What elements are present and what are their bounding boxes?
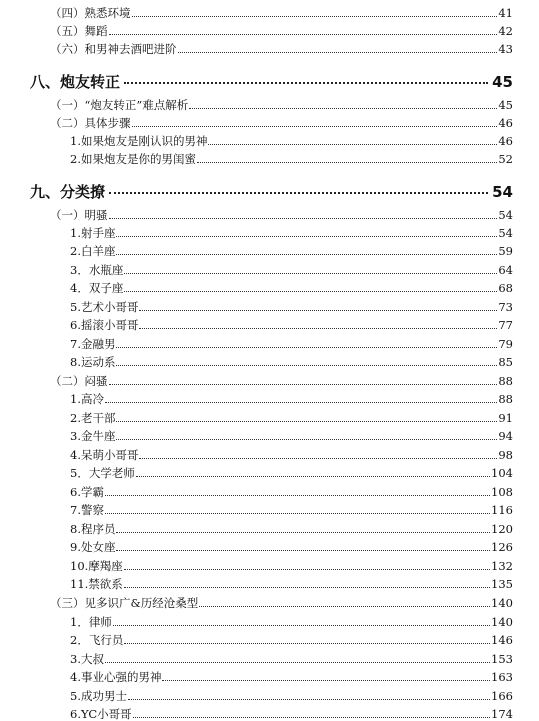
- dot-leader: [116, 254, 497, 255]
- toc-entry-title: （二）具体步骤: [50, 116, 131, 130]
- toc-entry[interactable]: [0, 573, 539, 591]
- toc-page-number: 88: [498, 374, 513, 388]
- toc-entry-title: 7.警察: [70, 503, 104, 517]
- toc-page-number: 68: [498, 281, 513, 295]
- toc-page-number: 98: [498, 448, 513, 462]
- toc-page-number: 108: [491, 485, 513, 499]
- toc-entry[interactable]: [0, 240, 539, 258]
- toc-entry[interactable]: [0, 407, 539, 425]
- toc-chapter-entry[interactable]: [0, 63, 539, 89]
- dot-leader: [116, 532, 490, 533]
- toc-page-number: 146: [491, 633, 513, 647]
- toc-page-number: 88: [498, 392, 513, 406]
- toc-entry-title: 4.呆萌小哥哥: [70, 448, 139, 462]
- toc-entry[interactable]: [0, 555, 539, 573]
- toc-entry[interactable]: [0, 296, 539, 314]
- dot-leader: [128, 699, 490, 700]
- toc-entry-title: 6.学霸: [70, 485, 104, 499]
- dot-leader: [109, 218, 498, 219]
- toc-entry-title: 1．律师: [70, 615, 112, 629]
- toc-page-number: 73: [498, 300, 513, 314]
- toc-page-number: 59: [498, 244, 513, 258]
- toc-entry[interactable]: [0, 314, 539, 332]
- toc-page-number: 116: [491, 503, 513, 517]
- toc-entry[interactable]: [0, 518, 539, 536]
- dot-leader: [124, 587, 490, 588]
- toc-entry-title: 11.禁欲系: [70, 577, 123, 591]
- toc-page-number: 166: [491, 689, 513, 703]
- toc-entry[interactable]: [0, 370, 539, 388]
- dot-leader: [139, 458, 497, 459]
- toc-entry[interactable]: [0, 611, 539, 629]
- toc-entry[interactable]: [0, 462, 539, 480]
- toc-entry-title: 8.程序员: [70, 522, 116, 536]
- toc-entry-title: （二）闷骚: [50, 374, 108, 388]
- toc-entry[interactable]: [0, 2, 539, 20]
- toc-page-number: 140: [491, 596, 513, 610]
- dot-leader: [124, 82, 488, 84]
- dot-leader: [124, 643, 490, 644]
- toc-entry-title: 3.大叔: [70, 652, 104, 666]
- toc-entry[interactable]: [0, 666, 539, 684]
- dot-leader: [132, 16, 498, 17]
- dot-leader: [124, 569, 490, 570]
- toc-entry[interactable]: [0, 499, 539, 517]
- toc-page-number: 52: [498, 152, 513, 166]
- toc-page-number: 54: [498, 208, 513, 222]
- toc-entry-title: 7.金融男: [70, 337, 116, 351]
- toc-page-number: 42: [498, 24, 513, 38]
- toc-page-number: 94: [498, 429, 513, 443]
- toc-entry-title: 4.事业心强的男神: [70, 670, 162, 684]
- toc-entry-title: （三）见多识广&历经沧桑型: [50, 596, 199, 610]
- dot-leader: [116, 550, 490, 551]
- toc-entry-title: （六）和男神去酒吧进阶: [50, 42, 177, 56]
- toc-entry[interactable]: [0, 130, 539, 148]
- toc-page-number: 46: [498, 134, 513, 148]
- toc-entry[interactable]: [0, 148, 539, 166]
- toc-entry-title: 1.高冷: [70, 392, 104, 406]
- toc-page-number: 132: [491, 559, 513, 573]
- dot-leader: [189, 108, 497, 109]
- toc-page-number: 41: [498, 6, 513, 20]
- toc-page-number: 64: [498, 263, 513, 277]
- dot-leader: [139, 310, 497, 311]
- dot-leader: [109, 192, 488, 194]
- toc-entry-title: 1.如果炮友是刚认识的男神: [70, 134, 208, 148]
- dot-leader: [109, 384, 498, 385]
- toc-entry-title: 9.处女座: [70, 540, 116, 554]
- toc-page-number: 174: [491, 707, 513, 721]
- dot-leader: [113, 625, 490, 626]
- dot-leader: [116, 365, 497, 366]
- toc-entry[interactable]: [0, 629, 539, 647]
- dot-leader: [105, 402, 497, 403]
- dot-leader: [116, 236, 497, 237]
- dot-leader: [136, 476, 490, 477]
- toc-entry[interactable]: [0, 204, 539, 222]
- toc-entry-title: 2.如果炮友是你的男闺蜜: [70, 152, 196, 166]
- dot-leader: [139, 328, 497, 329]
- toc-entry[interactable]: [0, 425, 539, 443]
- toc-entry-title: 2.老干部: [70, 411, 116, 425]
- toc-entry[interactable]: [0, 259, 539, 277]
- toc-page-number: 77: [498, 318, 513, 332]
- toc-entry-title: 6.摇滚小哥哥: [70, 318, 139, 332]
- toc-entry[interactable]: [0, 444, 539, 462]
- dot-leader: [116, 439, 497, 440]
- dot-leader: [199, 606, 490, 607]
- dot-leader: [197, 162, 497, 163]
- toc-entry[interactable]: [0, 112, 539, 130]
- toc-entry-title: 10.摩羯座: [70, 559, 123, 573]
- toc-entry[interactable]: [0, 592, 539, 610]
- dot-leader: [109, 34, 498, 35]
- dot-leader: [132, 126, 498, 127]
- toc-entry-title: （五）舞蹈: [50, 24, 108, 38]
- dot-leader: [105, 513, 490, 514]
- toc-page-number: 43: [498, 42, 513, 56]
- toc-entry[interactable]: [0, 20, 539, 38]
- toc-entry[interactable]: [0, 222, 539, 240]
- toc-entry-title: 2.白羊座: [70, 244, 116, 258]
- toc-entry-title: 4．双子座: [70, 281, 124, 295]
- dot-leader: [105, 662, 490, 663]
- dot-leader: [105, 495, 490, 496]
- toc-entry[interactable]: [0, 388, 539, 406]
- toc-page-number: 120: [491, 522, 513, 536]
- toc-entry[interactable]: [0, 685, 539, 703]
- toc-page-number: 104: [491, 466, 513, 480]
- dot-leader: [124, 273, 497, 274]
- toc-entry[interactable]: [0, 333, 539, 351]
- toc-entry[interactable]: [0, 277, 539, 295]
- toc-entry-title: （四）熟悉环境: [50, 6, 131, 20]
- toc-entry-title: （一）明骚: [50, 208, 108, 222]
- toc-page-number: 126: [491, 540, 513, 554]
- dot-leader: [162, 680, 490, 681]
- dot-leader: [208, 144, 497, 145]
- toc-entry-title: 3．水瓶座: [70, 263, 124, 277]
- toc-entry[interactable]: [0, 703, 539, 721]
- toc-entry-title: 8.运动系: [70, 355, 116, 369]
- toc-entry[interactable]: [0, 648, 539, 666]
- toc-entry-title: 1.射手座: [70, 226, 116, 240]
- dot-leader: [178, 52, 498, 53]
- toc-page-number: 140: [491, 615, 513, 629]
- toc-entry-title: 2．飞行员: [70, 633, 124, 647]
- dot-leader: [116, 347, 497, 348]
- toc-page-number: 163: [491, 670, 513, 684]
- toc-entry-title: 6.YC小哥哥: [70, 707, 132, 721]
- toc-entry[interactable]: [0, 536, 539, 554]
- toc-entry-title: 5．大学老师: [70, 466, 135, 480]
- toc-page-number: 45: [492, 73, 513, 91]
- toc-entry-title: （一）“炮友转正”难点解析: [50, 98, 189, 112]
- toc-page-number: 54: [498, 226, 513, 240]
- toc-entry-title: 5.艺术小哥哥: [70, 300, 139, 314]
- toc-page-number: 45: [498, 98, 513, 112]
- toc-page-number: 153: [491, 652, 513, 666]
- toc-entry[interactable]: [0, 94, 539, 112]
- toc-entry[interactable]: [0, 481, 539, 499]
- toc-page-number: 91: [498, 411, 513, 425]
- toc-page-number: 54: [492, 183, 513, 201]
- toc-page-number: 46: [498, 116, 513, 130]
- toc-entry-title: 5.成功男士: [70, 689, 127, 703]
- toc-entry[interactable]: [0, 38, 539, 56]
- toc-chapter-title: 八、炮友转正: [30, 73, 121, 91]
- toc-chapter-entry[interactable]: [0, 173, 539, 199]
- toc-page-number: 85: [498, 355, 513, 369]
- toc-entry[interactable]: [0, 351, 539, 369]
- dot-leader: [116, 421, 497, 422]
- toc-chapter-title: 九、分类撩: [30, 183, 106, 201]
- dot-leader: [124, 291, 497, 292]
- toc-page-number: 135: [491, 577, 513, 591]
- toc-entry-title: 3.金牛座: [70, 429, 116, 443]
- toc-page-number: 79: [498, 337, 513, 351]
